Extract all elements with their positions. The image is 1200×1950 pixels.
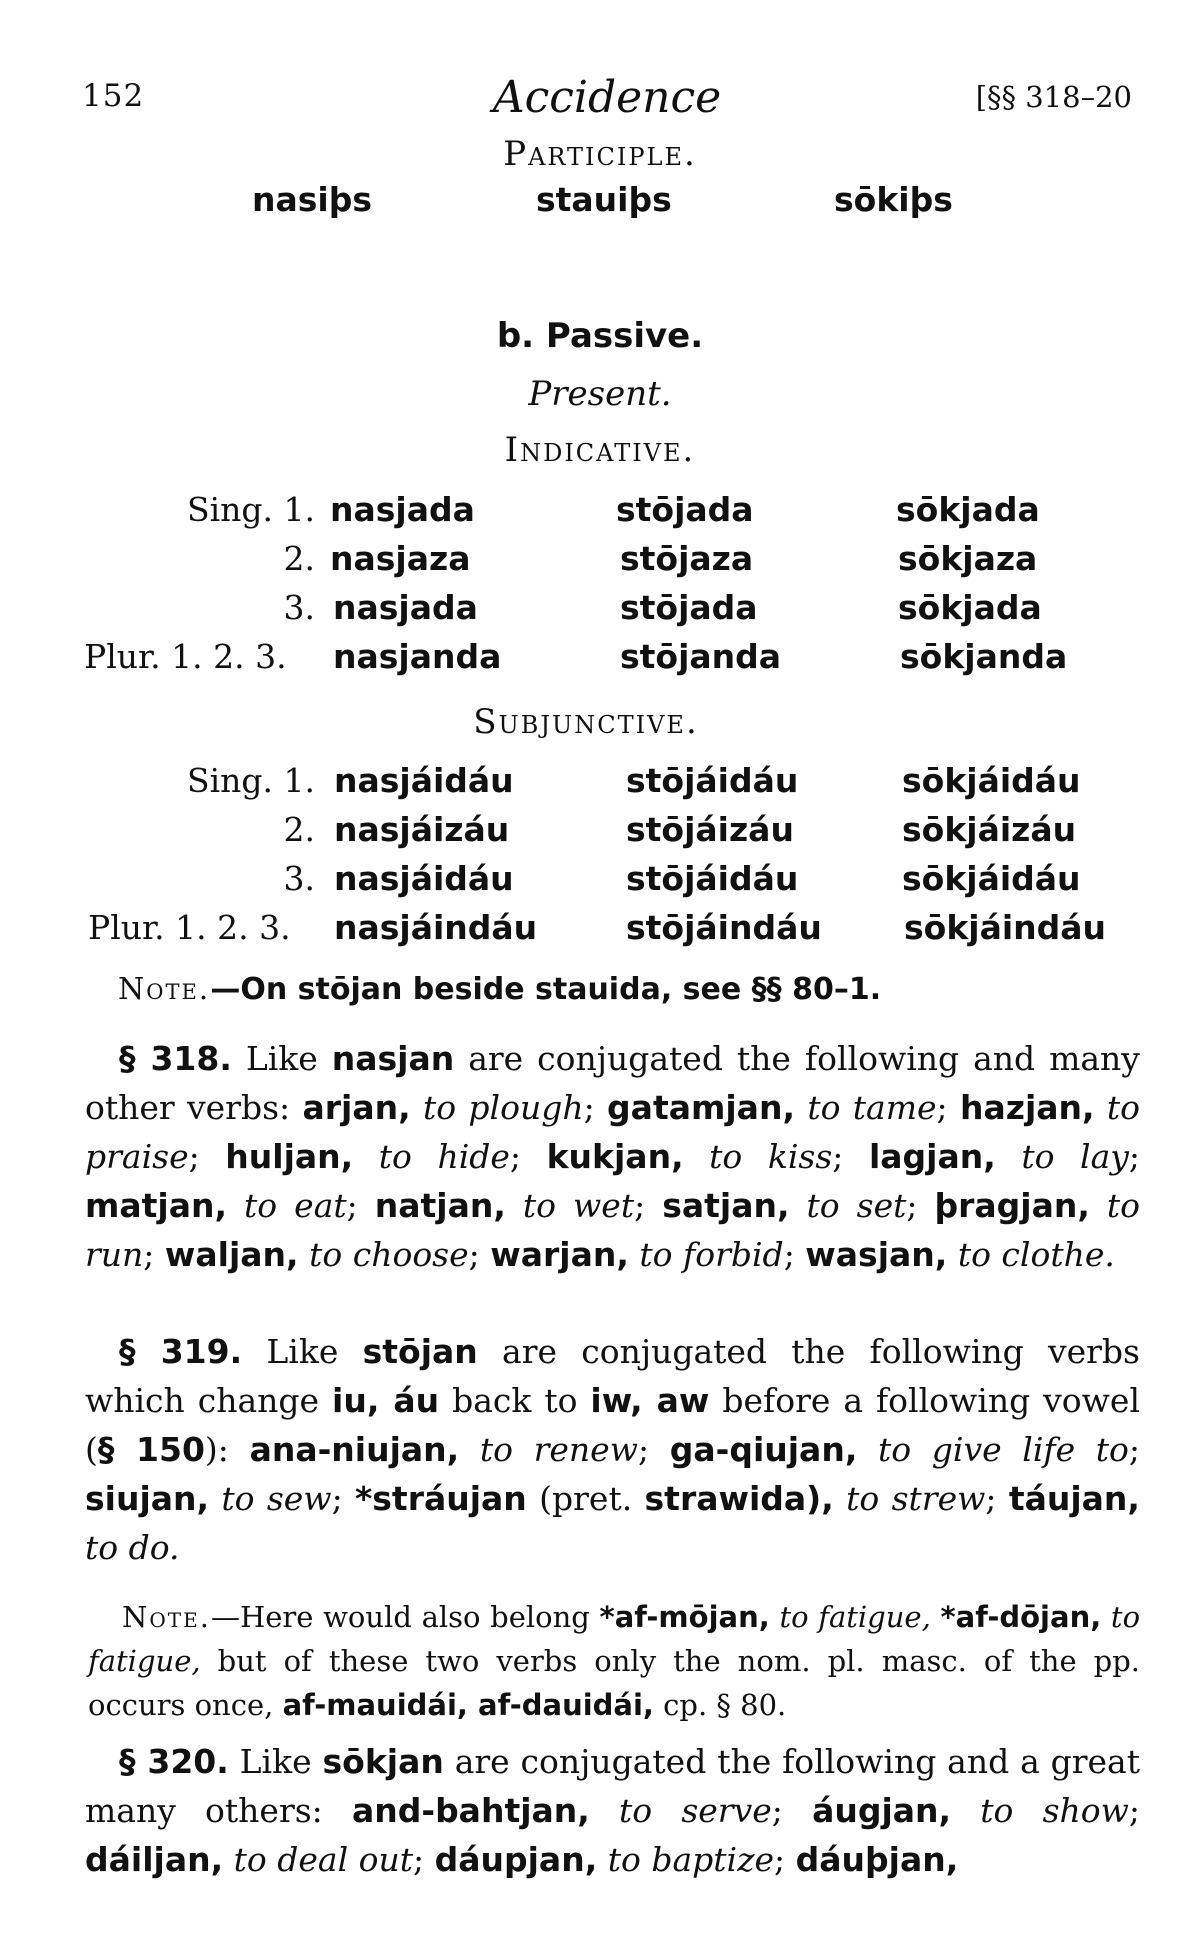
verb-entry: hazjan, [959, 1088, 1095, 1127]
paradigm-form: sōkjáidáu [902, 761, 1081, 800]
gloss: to eat [244, 1186, 347, 1225]
verb-entry: siujan, [85, 1479, 210, 1518]
participle-form: nasiþs [252, 180, 372, 219]
verb-entry: lagjan, [868, 1137, 996, 1176]
gloss: to run [85, 1186, 1141, 1274]
note-text: —Here would also belong [210, 1600, 590, 1634]
verb-entry: natjan, [374, 1186, 506, 1225]
para-text: are conjugated the following and a great many others: [85, 1742, 1140, 1830]
paradigm-row [0, 490, 1200, 538]
person-label: 3. [283, 859, 315, 898]
gloss: to tame [807, 1088, 937, 1127]
para-text: back to [452, 1381, 578, 1420]
note-319 [88, 1595, 1140, 1727]
participle-heading: Participle. [503, 134, 697, 174]
sound-forms: iu, áu [332, 1381, 440, 1420]
paradigm-form: nasjanda [333, 637, 502, 676]
verb-entry: ga-qiujan, [669, 1430, 858, 1469]
paradigm-form: sōkjada [898, 588, 1042, 627]
person-label: 2. [283, 539, 315, 578]
verb-entry: *af-mōjan, [599, 1600, 770, 1634]
model-verb: stōjan [362, 1332, 478, 1371]
running-header [82, 72, 1132, 132]
paradigm-note [118, 972, 1138, 1007]
paradigm-row [0, 539, 1200, 587]
person-label: Sing. 1. [186, 761, 315, 800]
para-text: Like [245, 1039, 318, 1078]
gloss: to deal out [233, 1840, 413, 1879]
gloss: to show [980, 1791, 1129, 1830]
gloss: to fatigue, [88, 1600, 1141, 1678]
note-text: but of these two verbs only the nom. pl. masc. of the pp. occurs once, [88, 1644, 1141, 1722]
gloss: to wet [522, 1186, 635, 1225]
paragraph-319: § 319. Like stōjan are conjugated the following verbs which change iu, áu back to iw, aw before a following vowel (§ 150): ana-niujan, to renew; ga-qiujan, to give life to; siujan, to sew; *stráujan (pret. strawida), to strew; táujan, to do. [85, 1332, 1141, 1567]
paradigm-form: stōjáidáu [626, 761, 799, 800]
paradigm-form: nasjáizáu [334, 810, 510, 849]
note-text: —On stōjan beside stauida, see §§ 80–1. [210, 972, 882, 1007]
paradigm-form: nasjaza [330, 539, 471, 578]
section-number: § 319. [119, 1332, 243, 1371]
gloss: to forbid [639, 1235, 784, 1274]
person-label: Sing. 1. [186, 490, 315, 529]
person-label: Plur. 1. 2. 3. [84, 637, 287, 676]
verb-entry: wasjan, [805, 1235, 948, 1274]
participle-form: sōkiþs [834, 180, 953, 219]
paradigm-form: stōjada [616, 490, 754, 529]
paradigm-form: sōkjáizáu [902, 810, 1077, 849]
paragraph-318: § 318. Like nasjan are conjugated the following and many other verbs: arjan, to plough; gatamjan, to tame; hazjan, to praise; huljan, to hide; kukjan, to kiss; lagjan, to lay; matjan, to eat; natjan, to wet; satjan, to set; þragjan, to run; waljan, to choose; warjan, to forbid; wasjan, to clothe. [85, 1039, 1141, 1274]
paragraph-320: § 320. Like sōkjan are conjugated the following and a great many others: and-bahtjan, to serve; áugjan, to show; dáiljan, to deal out; dáupjan, to baptize; dáuþjan, [85, 1742, 1141, 1879]
gloss: to kiss [709, 1137, 833, 1176]
para-text: are conjugated the following verbs which change [85, 1332, 1140, 1420]
subjunctive-heading: Subjunctive. [473, 702, 699, 742]
para-text: before a following vowel ( [85, 1381, 1140, 1469]
gloss: to hide [378, 1137, 510, 1176]
paradigm-form: nasjáidáu [334, 859, 514, 898]
page-title: Accidence [492, 72, 722, 123]
person-label: 3. [283, 588, 315, 627]
paradigm-row [0, 810, 1200, 858]
verb-entry: dáupjan, [434, 1840, 598, 1879]
note-label: Note. [122, 1600, 211, 1634]
gloss: to sew [221, 1479, 332, 1518]
gloss: to serve [619, 1791, 772, 1830]
person-label: Plur. 1. 2. 3. [88, 908, 291, 947]
note-label: Note. [118, 972, 211, 1007]
verb-entry: þragjan, [934, 1186, 1090, 1225]
gloss: to strew [846, 1479, 986, 1518]
passive-heading [0, 316, 1200, 356]
section-number: § 320. [119, 1742, 229, 1781]
gloss: to set [806, 1186, 907, 1225]
paradigm-row [0, 859, 1200, 907]
verb-entry: dáiljan, [85, 1840, 224, 1879]
model-verb: nasjan [331, 1039, 455, 1078]
verb-entry: waljan, [164, 1235, 299, 1274]
paradigm-form: stōjáizáu [626, 810, 794, 849]
paradigm-form: sōkjaza [898, 539, 1038, 578]
paradigm-form: sōkjáidáu [902, 859, 1081, 898]
verb-entry: huljan, [225, 1137, 354, 1176]
para-text: are conjugated the following and many other verbs: [85, 1039, 1140, 1127]
gloss: to lay [1021, 1137, 1129, 1176]
verb-entry: táujan, [1008, 1479, 1140, 1518]
paradigm-form: stōjaza [620, 539, 754, 578]
gloss: to fatigue, [779, 1600, 931, 1634]
section-reference: [§§ 318–20 [975, 80, 1132, 114]
verb-entry: warjan, [490, 1235, 629, 1274]
paradigm-form: sōkjanda [900, 637, 1068, 676]
para-text: Like [266, 1332, 339, 1371]
tense-heading: Present. [528, 374, 672, 414]
verb-entry: áugjan, [812, 1791, 952, 1830]
verb-entry: satjan, [662, 1186, 790, 1225]
model-verb: sōkjan [322, 1742, 444, 1781]
passive-heading-text: b. Passive. [496, 316, 704, 356]
participle-form: stauiþs [536, 180, 672, 219]
verb-entry: strawida), [644, 1479, 834, 1518]
verb-entry: kukjan, [546, 1137, 684, 1176]
verb-entry: gatamjan, [607, 1088, 795, 1127]
verb-entry: ana-niujan, [249, 1430, 460, 1469]
indicative-heading: Indicative. [504, 430, 696, 470]
page-number: 152 [82, 78, 145, 114]
verb-entry: arjan, [302, 1088, 411, 1127]
paradigm-form: nasjáidáu [334, 761, 514, 800]
paradigm-form: stōjada [620, 588, 758, 627]
para-text: (pret. [539, 1479, 633, 1518]
paradigm-form: stōjanda [620, 637, 782, 676]
person-label: 2. [283, 810, 315, 849]
gloss: to plough [422, 1088, 584, 1127]
sound-forms: iw, aw [590, 1381, 710, 1420]
verb-entry: and-bahtjan, [351, 1791, 590, 1830]
paradigm-form: stōjáindáu [626, 908, 822, 947]
verb-entry: *stráujan [355, 1479, 527, 1518]
participle-row [0, 180, 1200, 228]
paradigm-row [0, 637, 1200, 685]
paradigm-row [0, 761, 1200, 809]
gloss: to do. [85, 1528, 180, 1567]
paradigm-form: sōkjáindáu [904, 908, 1107, 947]
gloss: to give life to [878, 1430, 1129, 1469]
gloss: to clothe. [957, 1235, 1115, 1274]
paradigm-row [0, 588, 1200, 636]
verb-entry: af-mauidái, af-dauidái, [282, 1688, 654, 1722]
verb-entry: matjan, [85, 1186, 228, 1225]
section-ref: § 150 [97, 1430, 205, 1469]
note-text: cp. § 80. [663, 1688, 787, 1722]
paradigm-form: nasjada [333, 588, 478, 627]
gloss: to choose [309, 1235, 469, 1274]
verb-entry: *af-dōjan, [940, 1600, 1102, 1634]
gloss: to baptize [607, 1840, 775, 1879]
paradigm-row [0, 908, 1200, 956]
paradigm-form: nasjada [330, 490, 475, 529]
paradigm-form: stōjáidáu [626, 859, 799, 898]
para-text: ): [204, 1430, 229, 1469]
gloss: to renew [479, 1430, 638, 1469]
para-text: Like [239, 1742, 312, 1781]
gloss: to praise [85, 1088, 1141, 1176]
paradigm-form: nasjáindáu [334, 908, 538, 947]
section-number: § 318. [119, 1039, 232, 1078]
verb-entry: dáuþjan, [795, 1840, 959, 1879]
paradigm-form: sōkjada [896, 490, 1040, 529]
